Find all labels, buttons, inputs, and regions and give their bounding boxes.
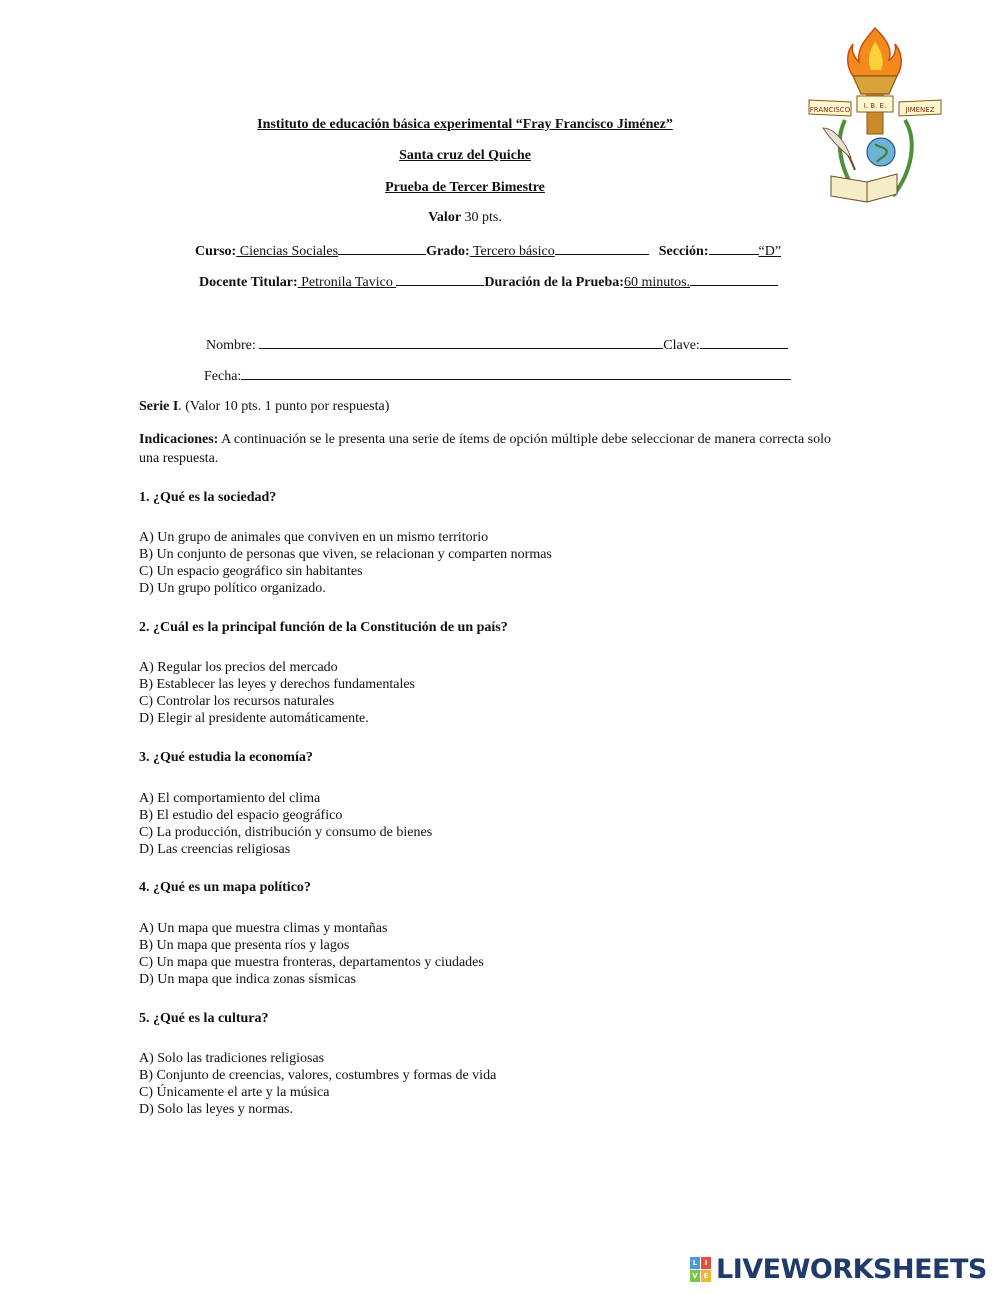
option-item[interactable]: A) Solo las tradiciones religiosas — [139, 1051, 325, 1066]
brand-tile: E — [701, 1270, 711, 1282]
option-item[interactable]: B) Conjunto de creencias, valores, costumbres y formas de vida — [139, 1068, 497, 1083]
brand-tile: V — [690, 1270, 700, 1282]
option-item[interactable]: D) Un mapa que indica zonas sísmicas — [139, 972, 356, 987]
name-field[interactable] — [259, 336, 663, 349]
logo-left-text: FRANCISCO — [809, 106, 851, 114]
section-label: Sección: — [658, 244, 709, 259]
option-item[interactable]: A) El comportamiento del clima — [139, 791, 321, 806]
option-item[interactable]: C) Un mapa que muestra fronteras, departamentos y ciudades — [139, 955, 484, 970]
instructions — [139, 430, 831, 468]
date-field[interactable] — [241, 367, 791, 380]
key-label: Clave: — [663, 338, 700, 353]
question-title: 1. ¿Qué es la sociedad? — [139, 490, 277, 505]
option-item[interactable]: C) Únicamente el arte y la música — [139, 1085, 330, 1100]
question-options — [139, 790, 432, 858]
brand-tile: L — [690, 1257, 700, 1269]
section-value: “D” — [758, 244, 782, 259]
duration-value: 60 minutos. — [623, 275, 691, 290]
series-value: . (Valor 10 pts. 1 punto por respuesta) — [178, 399, 390, 414]
option-item[interactable]: B) Un conjunto de personas que viven, se relacionan y comparten normas — [139, 547, 552, 562]
question-options — [139, 1050, 496, 1118]
grade-label: Grado: — [426, 244, 470, 259]
option-item[interactable]: B) El estudio del espacio geográfico — [139, 808, 343, 823]
brand-name: LIVEWORKSHEETS — [716, 1253, 987, 1285]
exam-value — [0, 210, 930, 226]
teacher-value: Petronila Tavico — [297, 275, 397, 290]
teacher-row — [199, 273, 778, 291]
option-item[interactable]: C) Controlar los recursos naturales — [139, 694, 335, 709]
question-options — [139, 529, 552, 597]
logo-right-text: JIMENEZ — [905, 106, 935, 114]
grade-value: Tercero básico — [469, 244, 555, 259]
option-item[interactable]: B) Establecer las leyes y derechos fundamentales — [139, 677, 416, 692]
option-item[interactable]: C) Un espacio geográfico sin habitantes — [139, 564, 363, 579]
question-options — [139, 659, 415, 727]
course-label: Curso: — [195, 244, 237, 259]
city-title: Santa cruz del Quiche — [399, 148, 531, 163]
value-text: 30 pts. — [461, 210, 502, 225]
question-title: 5. ¿Qué es la cultura? — [139, 1011, 269, 1026]
option-item[interactable]: D) Elegir al presidente automáticamente. — [139, 711, 369, 726]
key-field[interactable] — [700, 336, 788, 349]
name-label: Nombre: — [206, 338, 260, 353]
question-title: 3. ¿Qué estudia la economía? — [139, 750, 313, 765]
logo-center-text: I. B. E. — [863, 102, 887, 110]
option-item[interactable]: A) Un mapa que muestra climas y montañas — [139, 921, 388, 936]
option-item[interactable]: B) Un mapa que presenta ríos y lagos — [139, 938, 350, 953]
question-title: 2. ¿Cuál es la principal función de la Constitución de un país? — [139, 620, 508, 635]
course-value: Ciencias Sociales — [236, 244, 339, 259]
option-item[interactable]: D) Solo las leyes y normas. — [139, 1102, 293, 1117]
course-row — [195, 242, 781, 260]
series-header — [139, 399, 389, 415]
name-row — [206, 336, 788, 354]
duration-label: Duración de la Prueba: — [484, 275, 624, 290]
instructions-text-2: una respuesta. — [139, 451, 219, 466]
teacher-label: Docente Titular: — [199, 275, 298, 290]
exam-title: Prueba de Tercer Bimestre — [385, 180, 545, 195]
option-item[interactable]: D) Un grupo político organizado. — [139, 581, 326, 596]
instructions-label: Indicaciones: — [139, 432, 219, 447]
option-item[interactable]: A) Regular los precios del mercado — [139, 660, 338, 675]
value-label: Valor — [428, 210, 462, 225]
brand-logo-icon — [690, 1257, 711, 1282]
date-row — [204, 367, 791, 385]
institute-title: Instituto de educación básica experimental “Fray Francisco Jiménez” — [257, 117, 673, 132]
instructions-text: A continuación se le presenta una serie de ítems de opción múltiple debe seleccionar de manera correcta solo — [218, 432, 831, 447]
option-item[interactable]: C) La producción, distribución y consumo de bienes — [139, 825, 433, 840]
liveworksheets-brand — [690, 1254, 987, 1284]
option-item[interactable]: D) Las creencias religiosas — [139, 842, 291, 857]
date-label: Fecha: — [204, 369, 242, 384]
question-options — [139, 920, 484, 988]
series-title: Serie I — [139, 399, 179, 414]
question-title: 4. ¿Qué es un mapa político? — [139, 880, 311, 895]
option-item[interactable]: A) Un grupo de animales que conviven en un mismo territorio — [139, 530, 489, 545]
brand-tile: I — [701, 1257, 711, 1269]
